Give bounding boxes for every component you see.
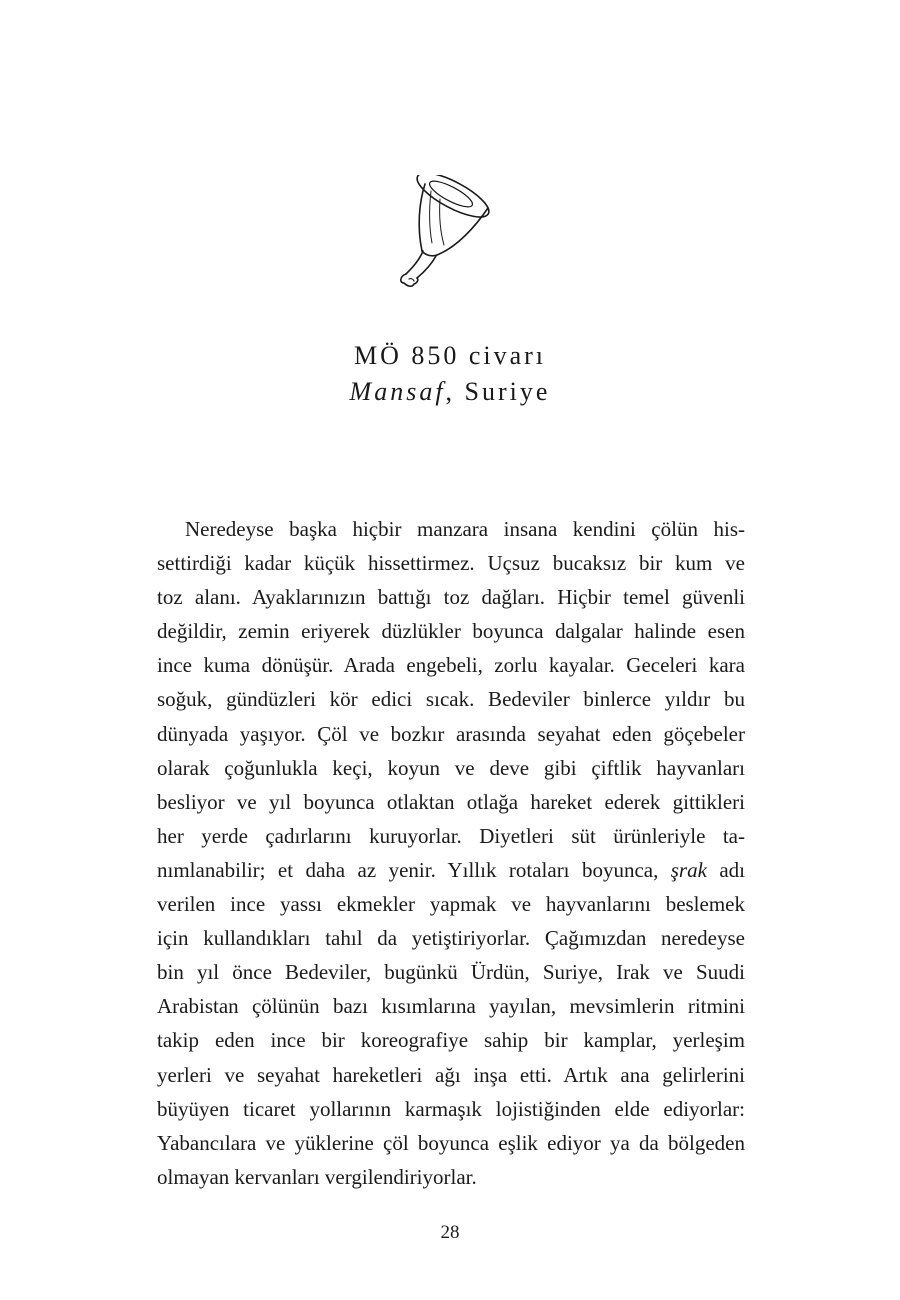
body-line: büyüyen ticaret yollarının karmaşık lojistiğinden elde ediyorlar: (157, 1096, 745, 1121)
body-line: değildir, zemin eriyerek düzlükler boyunca dalgalar halinde esen (157, 619, 745, 644)
body-line: soğuk, gündüzleri kör edici sıcak. Bedeviler binlerce yıldır bu (157, 687, 745, 712)
heading-dish-place (0, 374, 900, 410)
body-line: her yerde çadırlarını kuruyorlar. Diyetleri süt ürünleriyle ta- (157, 823, 745, 848)
body-line-segment: nımlanabilir; et daha az yenir. Yıllık rotaları boyunca, (157, 857, 671, 882)
body-line: bin yıl önce Bedeviler, bugünkü Ürdün, Suriye, Irak ve Suudi (157, 960, 745, 985)
body-line: ince kuma dönüşür. Arada engebeli, zorlu kayalar. Geceleri kara (157, 653, 745, 678)
chapter-heading (0, 338, 900, 410)
heading-date: MÖ 850 civarı (353, 341, 547, 370)
body-line: yerleri ve seyahat hareketleri ağı inşa etti. Artık ana gelirlerini (157, 1062, 745, 1087)
body-line: dünyada yaşıyor. Çöl ve bozkır arasında seyahat eden göçebeler (157, 721, 745, 746)
body-line-segment: adı (706, 857, 745, 882)
heading-separator: , (445, 377, 465, 406)
body-line: Arabistan çölünün bazı kısımlarına yayılan, mevsimlerin ritmini (157, 994, 745, 1019)
meat-leg-icon (395, 175, 495, 293)
body-line (157, 853, 745, 887)
heading-place: Suriye (464, 377, 551, 406)
body-line: olarak çoğunlukla keçi, koyun ve deve gibi çiftlik hayvanları (157, 755, 745, 780)
body-line: besliyor ve yıl boyunca otlaktan otlağa hareket ederek gittikleri (157, 789, 745, 814)
body-line: settirdiği kadar küçük hissettirmez. Uçsuz bucaksız bir kum ve (157, 551, 745, 576)
body-line: Neredeyse başka hiçbir manzara insana kendini çölün his- (185, 517, 745, 541)
body-line: Yabancılara ve yüklerine çöl boyunca eşlik ediyor ya da bölgeden (157, 1130, 745, 1155)
heading-dish: Mansaf (349, 377, 446, 406)
body-line: toz alanı. Ayaklarınızın battığı toz dağları. Hiçbir temel güvenli (157, 585, 745, 610)
italic-term: şrak (670, 857, 707, 882)
body-line: verilen ince yassı ekmekler yapmak ve hayvanlarını beslemek (157, 892, 745, 917)
body-line: takip eden ince bir koreografiye sahip bir kamplar, yerleşim (157, 1028, 745, 1053)
body-line: için kullandıkları tahıl da yetiştiriyorlar. Çağımızdan neredeyse (157, 926, 745, 951)
body-line: olmayan kervanları vergilendiriyorlar. (157, 1164, 477, 1189)
body-paragraph (157, 512, 745, 1194)
page-number: 28 (440, 1222, 460, 1243)
